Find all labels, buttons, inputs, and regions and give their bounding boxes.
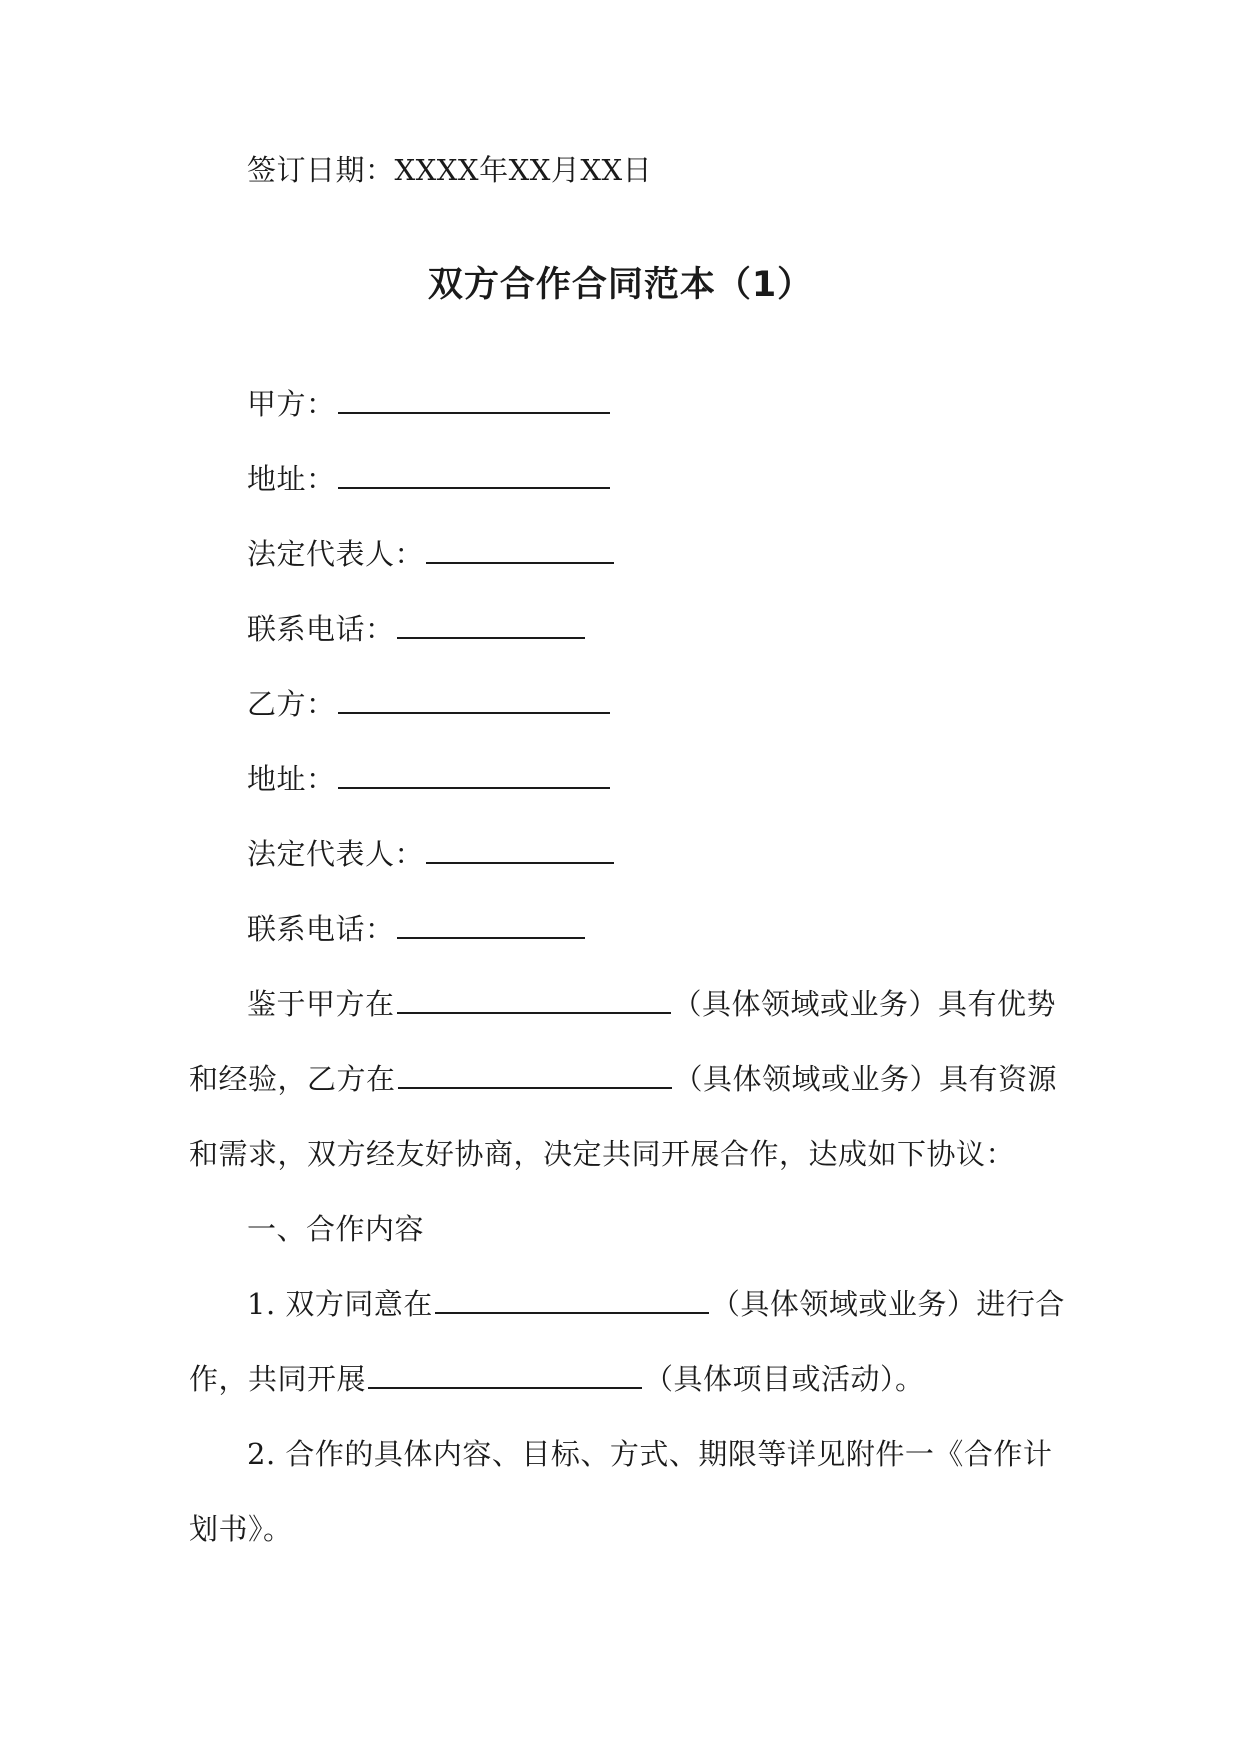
clause-2-line-2: 划书》。 — [189, 1512, 293, 1546]
clause-text: 作，共同开展 — [189, 1362, 367, 1396]
clause-1-line-1 — [247, 1284, 1065, 1324]
party-a-name-blank — [338, 384, 610, 414]
party-a-address-blank — [338, 459, 610, 489]
party-a-phone-row — [247, 609, 587, 649]
party-b-address-blank — [338, 759, 610, 789]
clause-text: （具体领域或业务）进行合 — [710, 1287, 1065, 1321]
party-a-address-row — [247, 459, 612, 499]
preamble-blank-1 — [397, 984, 671, 1014]
party-b-name-label: 乙方： — [247, 687, 336, 721]
clause-1-line-2 — [189, 1359, 925, 1399]
preamble-text: （具体领域或业务）具有资源 — [673, 1062, 1058, 1096]
preamble-text: （具体领域或业务）具有优势 — [672, 987, 1057, 1021]
party-b-phone-blank — [397, 909, 585, 939]
party-b-rep-row — [247, 834, 616, 874]
party-a-name-row — [247, 384, 612, 424]
party-a-rep-label: 法定代表人： — [247, 537, 425, 571]
party-b-name-row — [247, 684, 612, 724]
preamble-text: 鉴于甲方在 — [247, 987, 395, 1021]
party-b-address-row — [247, 759, 612, 799]
party-a-phone-blank — [397, 609, 585, 639]
document-title: 双方合作合同范本（1） — [427, 265, 814, 305]
section-heading: 一、合作内容 — [247, 1212, 425, 1246]
party-a-rep-row — [247, 534, 616, 574]
preamble-line-1 — [247, 984, 1056, 1024]
sign-date: 签订日期：XXXX年XX月XX日 — [247, 153, 653, 187]
preamble-line-3: 和需求，双方经友好协商，决定共同开展合作，达成如下协议： — [189, 1137, 1016, 1171]
clause-text: （具体项目或活动）。 — [644, 1362, 925, 1396]
clause-1-blank-2 — [368, 1359, 642, 1389]
clause-1-blank-1 — [435, 1284, 709, 1314]
party-b-phone-row — [247, 909, 587, 949]
clause-text: 1. 双方同意在 — [247, 1287, 433, 1321]
party-b-address-label: 地址： — [247, 762, 336, 796]
party-a-phone-label: 联系电话： — [247, 612, 395, 646]
party-a-name-label: 甲方： — [247, 387, 336, 421]
party-a-rep-blank — [426, 534, 614, 564]
preamble-text: 和经验，乙方在 — [189, 1062, 396, 1096]
party-a-address-label: 地址： — [247, 462, 336, 496]
party-b-name-blank — [338, 684, 610, 714]
party-b-rep-blank — [426, 834, 614, 864]
preamble-blank-2 — [398, 1059, 672, 1089]
party-b-phone-label: 联系电话： — [247, 912, 395, 946]
clause-2-line-1: 2. 合作的具体内容、目标、方式、期限等详见附件一《合作计 — [247, 1437, 1053, 1471]
preamble-line-2 — [189, 1059, 1057, 1099]
party-b-rep-label: 法定代表人： — [247, 837, 425, 871]
